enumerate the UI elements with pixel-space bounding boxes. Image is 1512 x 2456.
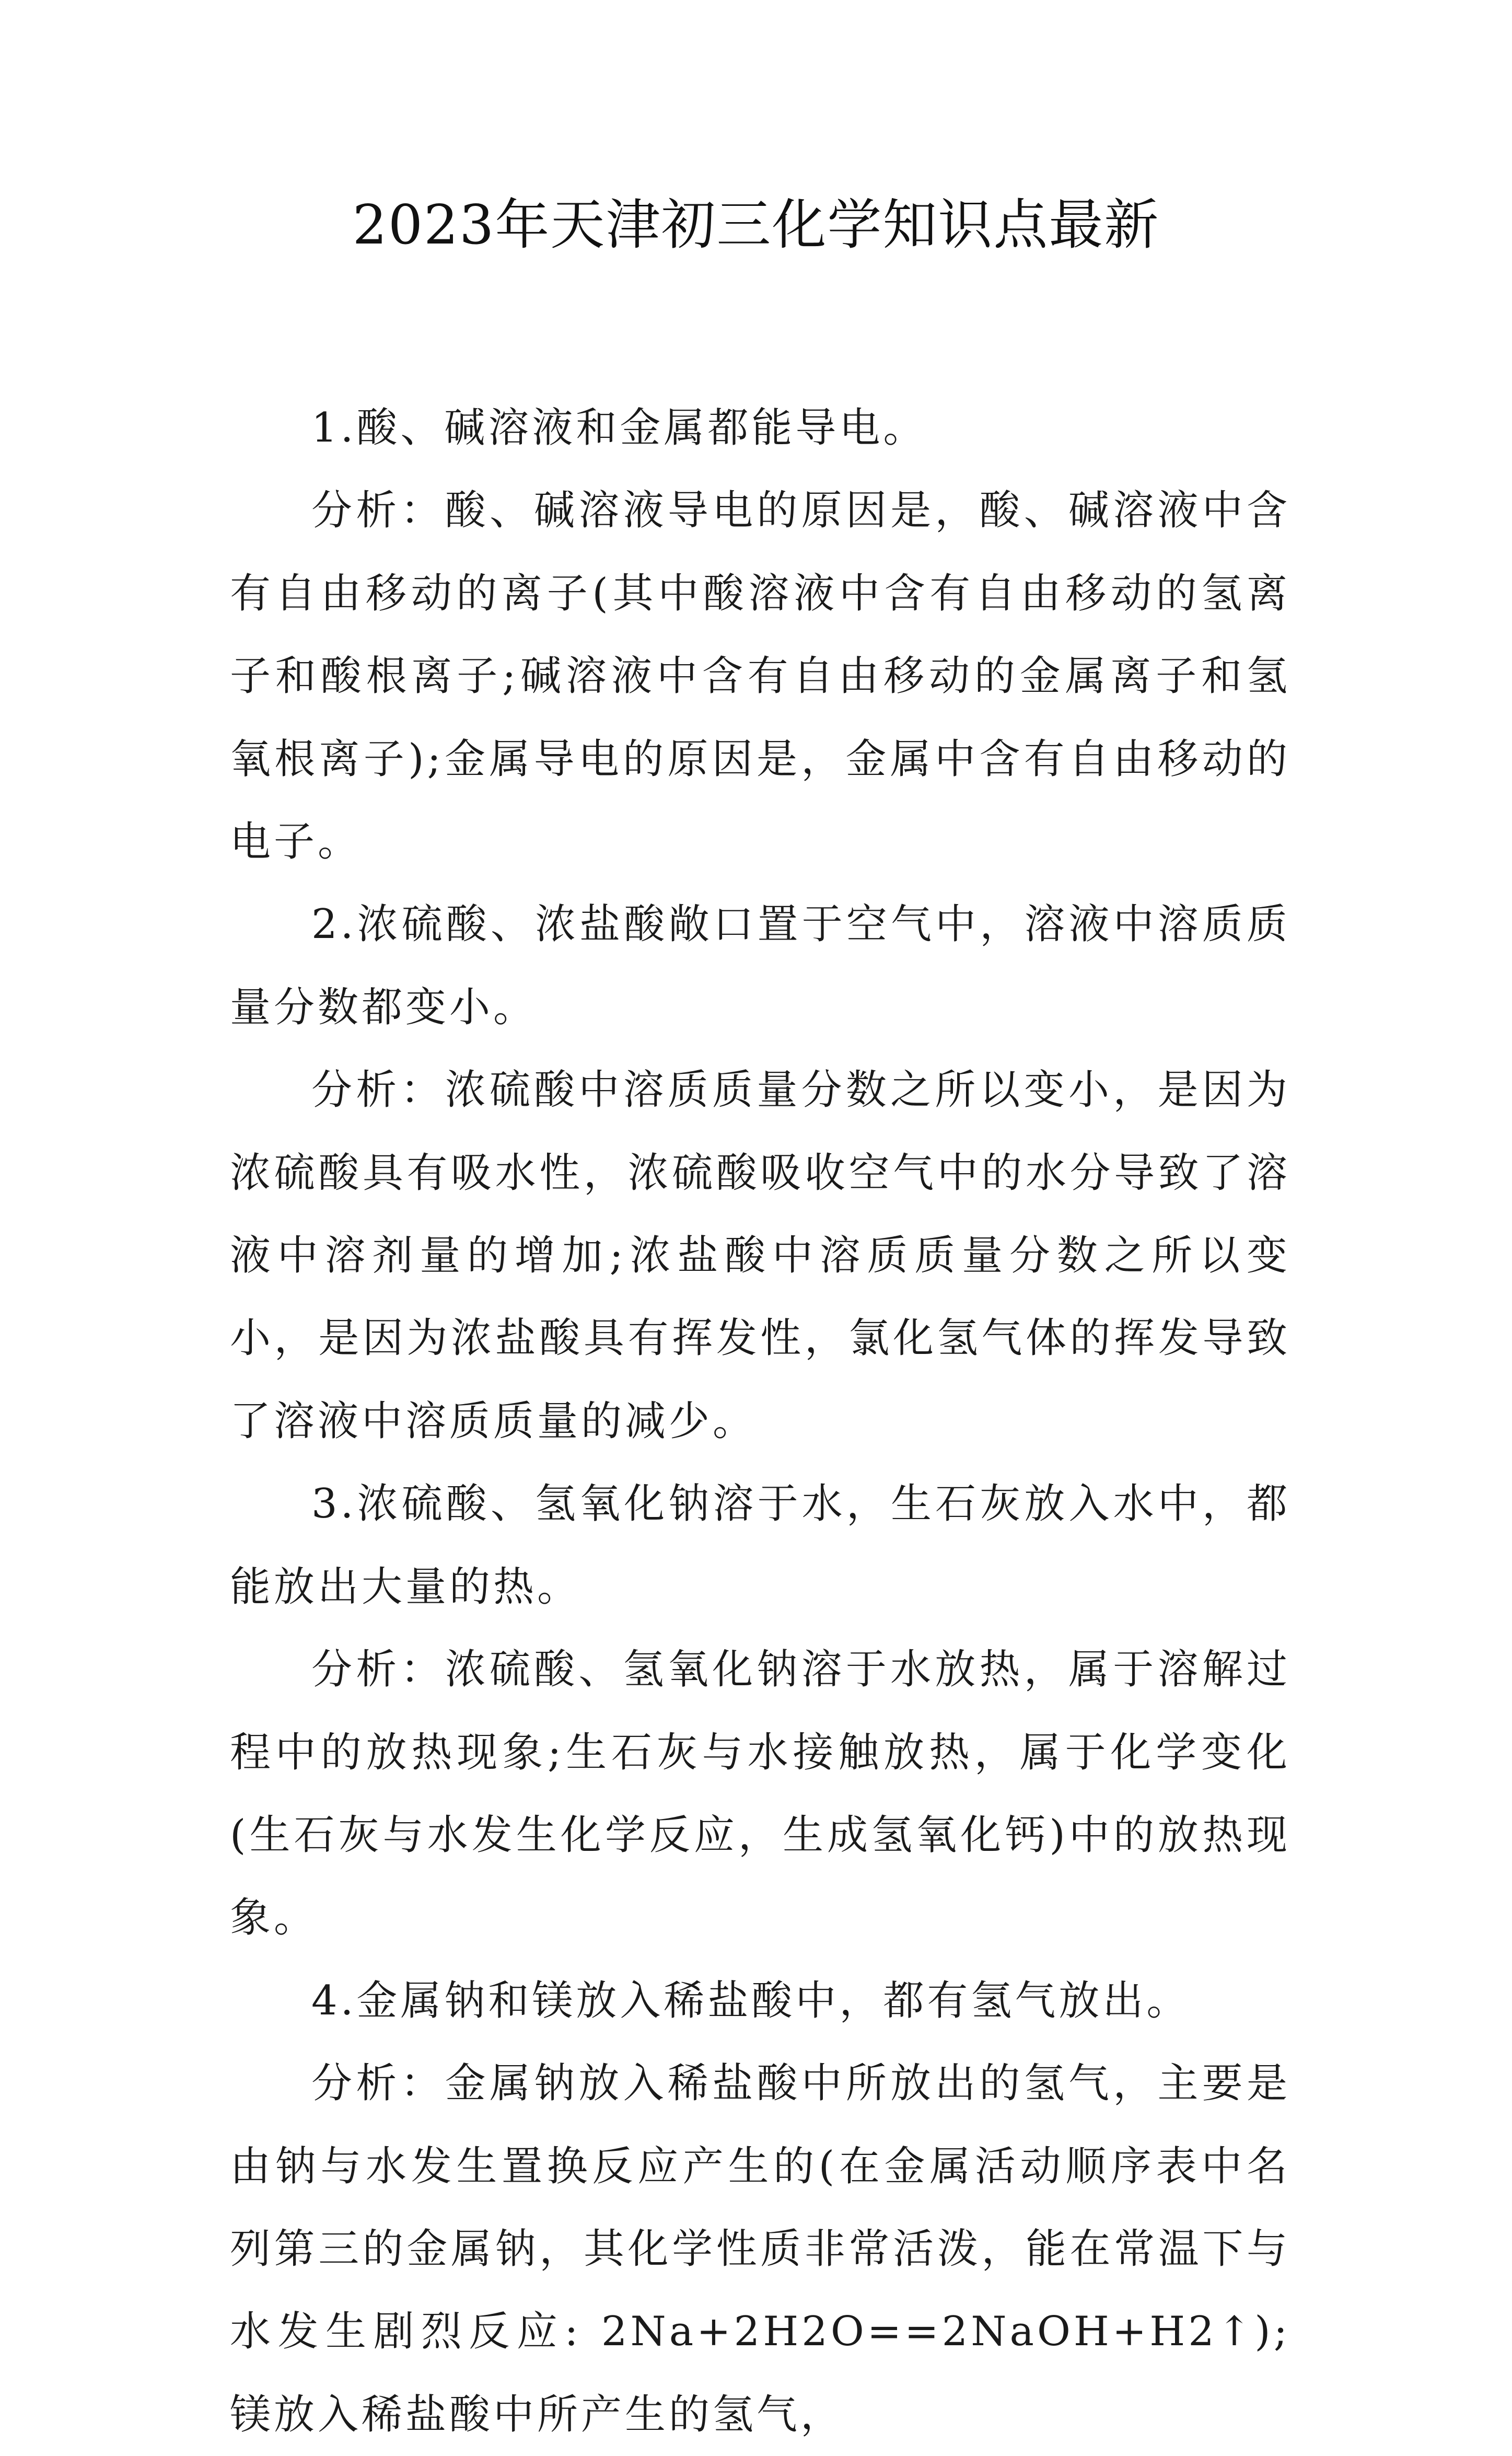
page-title: 2023年天津初三化学知识点最新: [352, 193, 1160, 257]
paragraph-1: 1.酸、碱溶液和金属都能导电。: [311, 404, 927, 451]
paragraph-8: 分析：金属钠放入稀盐酸中所放出的氢气，主要是由钠与水发生置换反应产生的(在金属活动顺序表中名列第三的金属钠，其化学性质非常活泼，能在常温下与水发生剧烈反应: 2Na+2H2O==2NaOH+H2↑);镁放入稀盐酸中所产生的氢气，: [230, 2060, 1290, 2438]
paragraph-5: 3.浓硫酸、氢氧化钠溶于水，生石灰放入水中，都能放出大量的热。: [230, 1480, 1290, 1611]
document-body: [230, 387, 1290, 2456]
paragraph-4: 分析：浓硫酸中溶质质量分数之所以变小，是因为浓硫酸具有吸水性，浓硫酸吸收空气中的水分导致了溶液中溶剂量的增加;浓盐酸中溶质质量分数之所以变小，是因为浓盐酸具有挥发性，氯化氢气体的挥发导致了溶液中溶质质量的减少。: [230, 1067, 1290, 1445]
paragraph-3: 2.浓硫酸、浓盐酸敞口置于空气中，溶液中溶质质量分数都变小。: [230, 901, 1290, 1031]
paragraph-7: 4.金属钠和镁放入稀盐酸中，都有氢气放出。: [311, 1977, 1191, 2024]
paragraph-6: 分析：浓硫酸、氢氧化钠溶于水放热，属于溶解过程中的放热现象;生石灰与水接触放热，属于化学变化(生石灰与水发生化学反应，生成氢氧化钙)中的放热现象。: [230, 1646, 1290, 1942]
paragraph-2: 分析：酸、碱溶液导电的原因是，酸、碱溶液中含有自由移动的离子(其中酸溶液中含有自由移动的氢离子和酸根离子;碱溶液中含有自由移动的金属离子和氢氧根离子);金属导电的原因是，金属中含有自由移动的电子。: [230, 487, 1290, 866]
